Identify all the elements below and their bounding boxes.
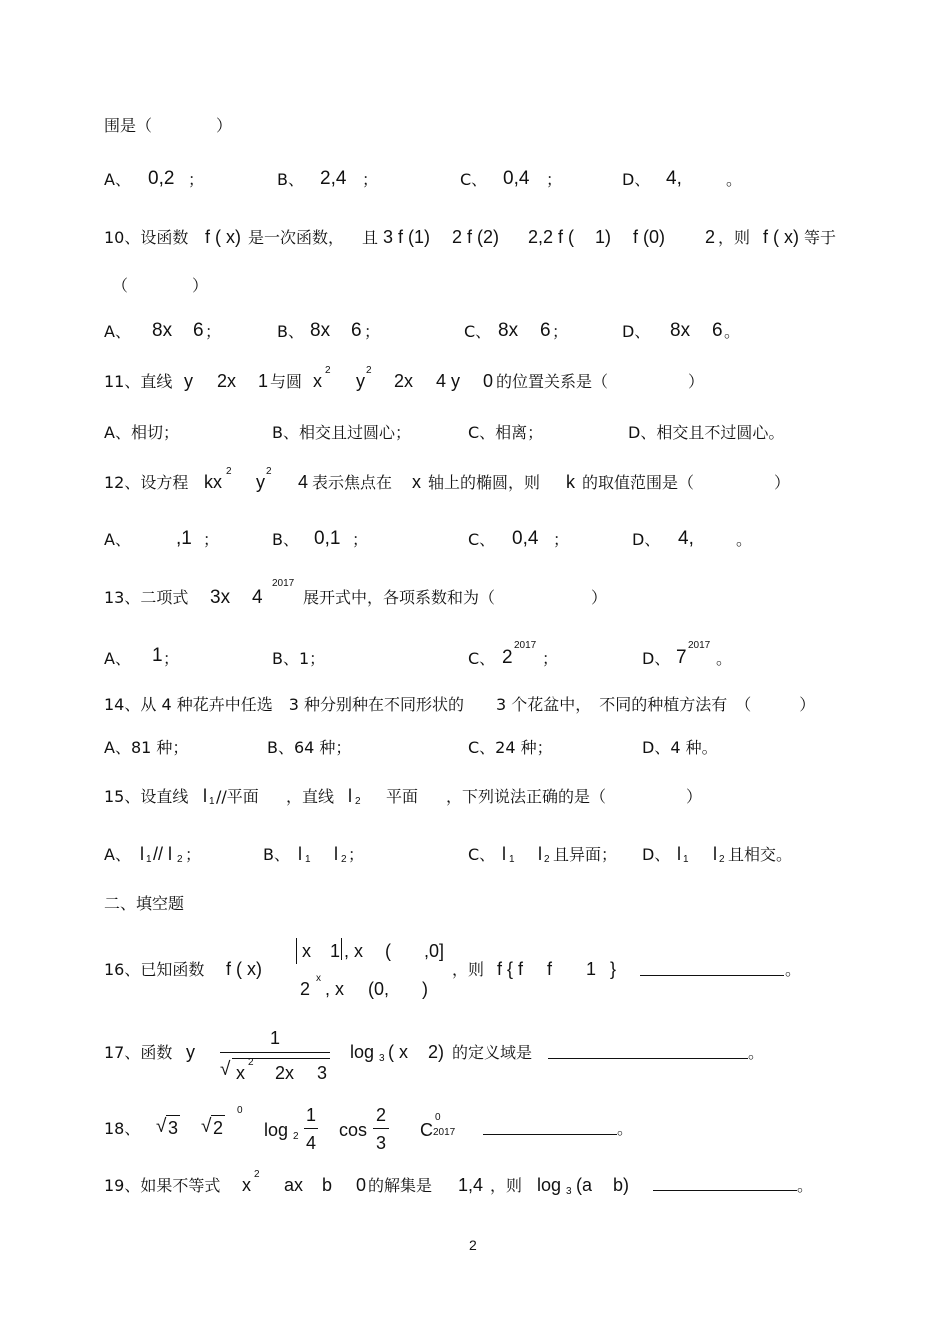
option-d-tail: 且相交。 <box>728 845 793 864</box>
math-expr: ( x <box>388 1042 408 1062</box>
math-expr: 2 f (2) <box>452 227 500 247</box>
option-a-sep: ； <box>185 845 202 864</box>
option-d: D、相交且不过圆心。 <box>628 423 785 442</box>
question-text: 且 <box>362 228 379 247</box>
option-a-value: 0,2 <box>148 168 175 189</box>
option-d: D、4 种。 <box>642 738 718 757</box>
math-expr: l <box>334 844 338 864</box>
math-expr: 2 <box>300 979 311 999</box>
option-c-value: 8x <box>498 320 519 341</box>
option-d-label: D、 <box>632 530 661 549</box>
question-number: 19、如果不等式 <box>104 1176 221 1195</box>
math-expr: log <box>350 1042 375 1062</box>
math-expr: 3 <box>317 1063 328 1083</box>
question-number: 17、函数 <box>104 1043 173 1062</box>
math-expr: b) <box>613 1175 630 1195</box>
question-text: 与圆 <box>270 372 303 391</box>
math-expr: 2 <box>213 1118 224 1138</box>
fraction-bar <box>220 1052 330 1053</box>
fraction-numerator: 1 <box>306 1105 317 1125</box>
fraction-numerator: 2 <box>376 1105 387 1125</box>
subscript: 3 <box>379 1053 385 1064</box>
option-c-sep: ； <box>553 530 570 549</box>
math-expr: 0 <box>483 371 494 391</box>
page-number: 2 <box>469 1237 477 1253</box>
superscript: 2017 <box>514 640 537 651</box>
math-expr: f { f <box>497 959 524 979</box>
math-expr: l <box>348 786 352 806</box>
fraction-bar <box>373 1128 389 1129</box>
math-expr: (0, <box>368 979 390 999</box>
option-b-label: B、 <box>263 845 290 864</box>
question-text: ，则 <box>718 228 751 247</box>
question-text: 是一次函数， <box>248 228 345 247</box>
option-b-sep: ； <box>348 845 365 864</box>
math-expr: 1 <box>330 941 341 961</box>
superscript: 2 <box>325 365 331 376</box>
math-expr: 2,2 f ( <box>528 227 575 247</box>
subscript: 1 <box>509 854 515 865</box>
subscript: 2 <box>293 1131 299 1142</box>
option-a-value: 8x <box>152 320 173 341</box>
question-number: 13、二项式 <box>104 588 189 607</box>
subscript: 1 <box>209 796 215 807</box>
option-c: C、24 种； <box>468 738 553 757</box>
subscript: 2017 <box>433 1127 456 1138</box>
math-expr: 1 <box>586 959 597 979</box>
answer-blank <box>653 1190 797 1191</box>
option-d-label: D、 <box>622 170 651 189</box>
superscript: 0 <box>435 1112 441 1123</box>
radical-sign: √ <box>201 1116 212 1137</box>
brace-bar <box>296 938 297 964</box>
answer-blank <box>640 975 784 976</box>
end-mark: 。 <box>748 1043 765 1062</box>
option-d-value: 8x <box>670 320 691 341</box>
fraction-bar <box>304 1128 318 1129</box>
option-a-label: A、 <box>104 530 131 549</box>
option-d-end: 。 <box>716 649 733 668</box>
option-b-sep: ； <box>364 322 381 341</box>
option-c-label: C、 <box>468 845 496 864</box>
question-text: 的定义域是 <box>452 1043 533 1062</box>
math-expr: x <box>302 941 311 961</box>
math-expr: ax <box>284 1175 304 1195</box>
superscript: 2 <box>226 466 232 477</box>
math-expr: x <box>412 472 421 492</box>
math-expr: kx <box>204 472 222 492</box>
math-expr: f <box>547 959 553 979</box>
option-c-sep: ； <box>552 322 569 341</box>
option-c-label: C、 <box>464 322 492 341</box>
math-expr: 1 <box>258 371 269 391</box>
math-expr: x <box>242 1175 251 1195</box>
math-expr: cos <box>339 1120 368 1140</box>
end-mark: 。 <box>617 1119 634 1138</box>
option-c-value: 6 <box>540 320 551 341</box>
question-number: 10、设函数 <box>104 228 189 247</box>
superscript: 2 <box>266 466 272 477</box>
option-d-label: D、 <box>622 322 651 341</box>
answer-blank <box>548 1058 748 1059</box>
abs-bar <box>341 938 342 960</box>
option-a-value: 1 <box>152 645 163 666</box>
option-b-label: B、 <box>277 322 304 341</box>
option-b-value: 6 <box>351 320 362 341</box>
question-number: 15、设直线 <box>104 787 189 806</box>
math-expr: ,0] <box>424 941 445 961</box>
option-d-label: D、 <box>642 845 671 864</box>
superscript: 2 <box>248 1057 254 1068</box>
math-expr: f ( x) <box>226 959 262 979</box>
math-expr: y <box>184 371 193 391</box>
option-b: B、相交且过圆心； <box>272 423 411 442</box>
option-a: A、81 种； <box>104 738 189 757</box>
option-a-sep: ； <box>205 322 222 341</box>
question-number: 16、已知函数 <box>104 960 205 979</box>
radical-sign: √ <box>156 1116 167 1137</box>
question-text: 14、从 4 种花卉中任选 3 种分别种在不同形状的 3 个花盆中， 不同的种植方法有 （ ） <box>104 695 816 714</box>
option-b-value: 8x <box>310 320 331 341</box>
radical-overline <box>232 1058 330 1059</box>
question-text: 轴上的椭圆，则 <box>428 473 541 492</box>
math-expr: 4 <box>298 472 309 492</box>
option-c-sep: ； <box>546 170 563 189</box>
question-number: 12、设方程 <box>104 473 189 492</box>
math-expr: f (0) <box>633 227 666 247</box>
option-c-value: 0,4 <box>512 528 539 549</box>
math-expr: f ( x) <box>763 227 799 247</box>
end-mark: 。 <box>797 1176 814 1195</box>
question-text: 的取值范围是（ ） <box>582 473 791 492</box>
option-d-end: 。 <box>736 530 753 549</box>
option-b-value: 2,4 <box>320 168 347 189</box>
math-expr: l <box>298 844 302 864</box>
question-text: 展开式中，各项系数和为（ ） <box>303 588 608 607</box>
question-number: 11、直线 <box>104 372 173 391</box>
math-expr: k <box>566 472 575 492</box>
subscript: 2 <box>341 854 347 865</box>
option-b-label: B、 <box>277 170 304 189</box>
superscript: 2017 <box>272 578 295 589</box>
math-expr: 2x <box>394 371 414 391</box>
option-b-value: 0,1 <box>314 528 341 549</box>
question-text: 等于 <box>804 228 837 247</box>
math-expr: l <box>713 844 717 864</box>
question-text: //平面 <box>216 787 259 806</box>
math-expr: ) <box>422 979 428 999</box>
math-expr: 3x <box>210 587 231 608</box>
option-a-sep: ； <box>203 530 220 549</box>
question-text: 平面 <box>386 787 419 806</box>
subscript: 2 <box>544 854 550 865</box>
math-expr: y <box>356 371 365 391</box>
option-a-value: 6 <box>193 320 204 341</box>
option-c: C、相离； <box>468 423 544 442</box>
question-text: ，则 <box>452 960 485 979</box>
math-expr: b <box>322 1175 333 1195</box>
math-expr: y <box>256 472 265 492</box>
superscript: x <box>316 973 321 984</box>
math-expr: 1) <box>595 227 612 247</box>
math-expr: log <box>264 1120 289 1140</box>
math-expr: 3 <box>168 1118 179 1138</box>
math-expr: l <box>203 786 207 806</box>
option-b: B、1； <box>272 649 326 668</box>
math-expr: l <box>538 844 542 864</box>
option-c-label: C、 <box>460 170 488 189</box>
math-expr: } <box>610 959 617 979</box>
subscript: 3 <box>566 1186 572 1197</box>
option-c-sep: ； <box>542 649 559 668</box>
option-b-label: B、 <box>272 530 299 549</box>
math-expr: // l <box>153 844 173 864</box>
math-expr: log <box>537 1175 562 1195</box>
math-expr: 2x <box>217 371 237 391</box>
math-expr: f ( x) <box>205 227 241 247</box>
option-c-label: C、 <box>468 649 496 668</box>
option-c-value: 0,4 <box>503 168 530 189</box>
section-heading: 二、填空题 <box>104 894 185 913</box>
question-text: ，则 <box>490 1176 523 1195</box>
question-text: 表示焦点在 <box>312 473 393 492</box>
subscript: 1 <box>146 854 152 865</box>
math-expr: y <box>186 1042 195 1062</box>
option-a: A、相切； <box>104 423 179 442</box>
math-expr: 3 f (1) <box>383 227 431 247</box>
option-c-label: C、 <box>468 530 496 549</box>
subscript: 2 <box>177 854 183 865</box>
end-mark: 。 <box>785 960 802 979</box>
option-d-value: 4, <box>666 168 682 189</box>
superscript: 2 <box>366 365 372 376</box>
math-expr: 2x <box>275 1063 295 1083</box>
subscript: 2 <box>355 796 361 807</box>
answer-blank <box>483 1134 617 1135</box>
option-d-base: 7 <box>676 647 687 668</box>
option-d-label: D、 <box>642 649 671 668</box>
math-expr: x <box>313 371 322 391</box>
math-expr: , x <box>344 941 364 961</box>
math-expr: 4 y <box>436 371 461 391</box>
option-a-label: A、 <box>104 649 131 668</box>
superscript: 0 <box>237 1105 243 1116</box>
option-b-sep: ； <box>352 530 369 549</box>
math-expr: ( <box>385 941 391 961</box>
option-c-tail: 且异面； <box>553 845 618 864</box>
math-expr: 1,4 <box>458 1175 484 1195</box>
question-text: 的解集是 <box>368 1176 433 1195</box>
math-expr: C <box>420 1120 433 1140</box>
math-expr: l <box>140 844 144 864</box>
q9-tail-text: 围是（ ） <box>104 116 233 135</box>
math-expr: l <box>502 844 506 864</box>
question-number: 18、 <box>104 1119 141 1138</box>
option-a-label: A、 <box>104 170 131 189</box>
option-d-end: 。 <box>724 322 741 341</box>
fraction-denominator: 4 <box>306 1133 317 1153</box>
math-expr: 2 <box>705 227 716 247</box>
math-expr: x <box>236 1063 245 1083</box>
answer-parens: （ ） <box>112 276 209 295</box>
option-b-sep: ； <box>362 170 379 189</box>
option-a-value: ,1 <box>176 528 192 549</box>
math-expr: 0 <box>356 1175 367 1195</box>
superscript: 2 <box>254 1169 260 1180</box>
math-expr: (a <box>576 1175 593 1195</box>
option-a-label: A、 <box>104 845 131 864</box>
math-expr: l <box>677 844 681 864</box>
option-d-value: 6 <box>712 320 723 341</box>
superscript: 2017 <box>688 640 711 651</box>
option-a-sep: ； <box>163 649 180 668</box>
option-d-value: 4, <box>678 528 694 549</box>
radical-sign: √ <box>220 1059 231 1080</box>
option-b: B、64 种； <box>267 738 352 757</box>
question-text: ，下列说法正确的是（ ） <box>446 787 703 806</box>
fraction-numerator: 1 <box>270 1028 281 1048</box>
fraction-denominator: 3 <box>376 1133 387 1153</box>
option-c-base: 2 <box>502 647 513 668</box>
radical-overline <box>211 1115 225 1116</box>
subscript: 1 <box>305 854 311 865</box>
option-d-end: 。 <box>726 170 743 189</box>
radical-overline <box>166 1115 180 1116</box>
question-text: ，直线 <box>286 787 335 806</box>
option-a-label: A、 <box>104 322 131 341</box>
subscript: 1 <box>683 854 689 865</box>
subscript: 2 <box>719 854 725 865</box>
option-a-sep: ； <box>188 170 205 189</box>
math-expr: , x <box>325 979 345 999</box>
math-expr: 4 <box>252 587 263 608</box>
question-text: 的位置关系是（ ） <box>496 372 705 391</box>
math-expr: 2) <box>428 1042 445 1062</box>
